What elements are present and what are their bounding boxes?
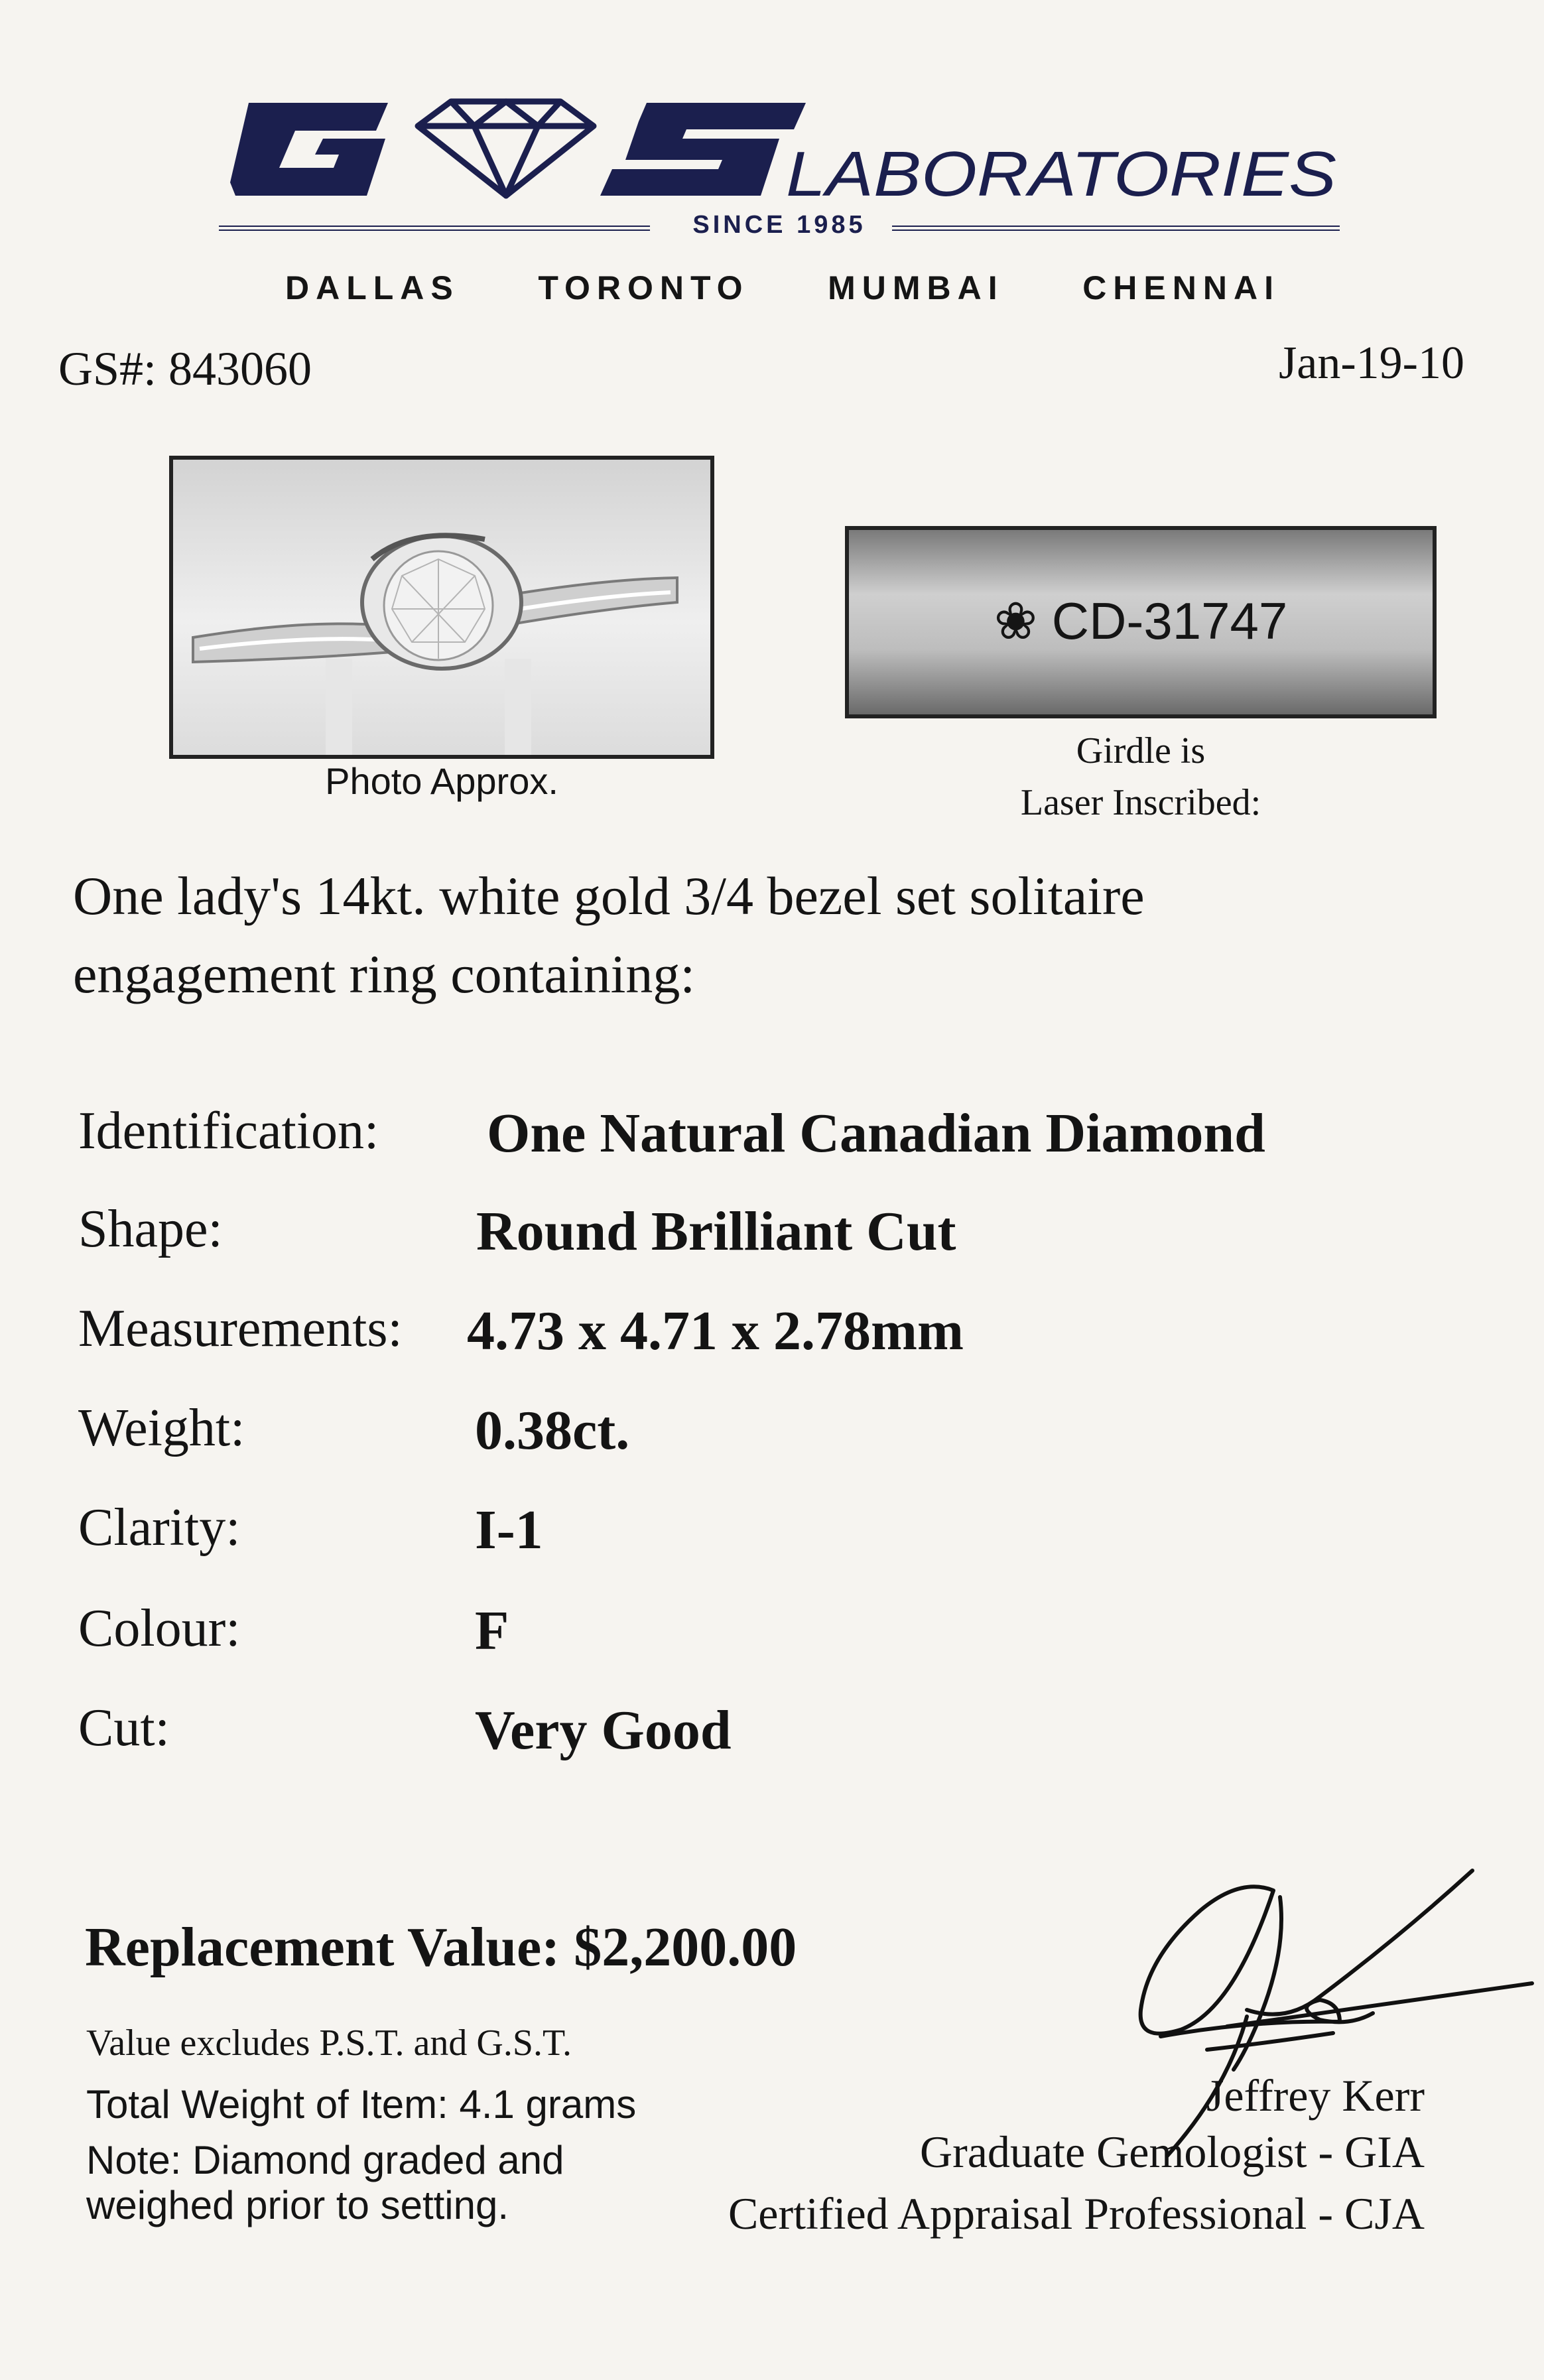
detail-value: I-1 [475, 1499, 543, 1561]
detail-row-clarity [78, 1498, 1504, 1577]
photo-caption: Photo Approx. [325, 760, 558, 802]
inscription-line [849, 591, 1433, 651]
detail-row-cut [78, 1698, 1504, 1778]
girdle-caption [845, 725, 1437, 828]
detail-row-shape [78, 1199, 1504, 1279]
girdle-caption-line1: Girdle is [1076, 730, 1206, 771]
total-weight: Total Weight of Item: 4.1 grams [86, 2082, 637, 2127]
detail-label: Colour: [78, 1599, 241, 1658]
ring-photo [169, 456, 714, 759]
gs-laboratories-logo [222, 90, 1336, 209]
detail-row-colour [78, 1599, 1504, 1678]
girdle-caption-line2: Laser Inscribed: [1020, 782, 1261, 823]
maple-leaf-icon: ❀ [994, 592, 1038, 650]
since-label: SINCE 1985 [692, 211, 866, 239]
detail-row-weight [78, 1398, 1504, 1478]
detail-row-measurements [78, 1299, 1504, 1378]
detail-label: Clarity: [78, 1498, 241, 1557]
description-line1: One lady's 14kt. white gold 3/4 bezel set solitaire [73, 866, 1145, 926]
diamond-icon [418, 101, 594, 196]
detail-value: Round Brilliant Cut [476, 1201, 956, 1262]
city-dallas: DALLAS [285, 269, 460, 306]
inscription-code: CD-31747 [1051, 592, 1288, 650]
item-description [73, 857, 1499, 1014]
laser-inscription-image [845, 526, 1437, 718]
city-chennai: CHENNAI [1082, 269, 1280, 306]
detail-value: Very Good [475, 1699, 732, 1761]
description-line2: engagement ring containing: [73, 944, 696, 1004]
tax-note: Value excludes P.S.T. and G.S.T. [86, 2022, 572, 2064]
detail-label: Weight: [78, 1399, 245, 1457]
detail-label: Measurements: [78, 1299, 403, 1358]
since-divider [219, 211, 1340, 244]
detail-label: Cut: [78, 1699, 170, 1757]
city-toronto: TORONTO [538, 269, 749, 306]
signatory-title-gia: Graduate Gemologist - GIA [919, 2127, 1425, 2177]
replacement-value: Replacement Value: $2,200.00 [85, 1916, 797, 1978]
signatory-title-cja: Certified Appraisal Professional - CJA [728, 2188, 1425, 2239]
detail-value: One Natural Canadian Diamond [487, 1102, 1265, 1164]
detail-value: 0.38ct. [475, 1400, 630, 1461]
detail-value: F [475, 1600, 509, 1662]
city-mumbai: MUMBAI [828, 269, 1004, 306]
grading-note-line1: Note: Diamond graded and [86, 2138, 564, 2182]
certificate-date: Jan-19-10 [1279, 338, 1464, 389]
detail-value: 4.73 x 4.71 x 2.78mm [467, 1300, 964, 1362]
signatory-name: Jeffrey Kerr [1206, 2070, 1425, 2121]
detail-row-identification [78, 1101, 1504, 1181]
detail-label: Identification: [78, 1102, 379, 1160]
lab-name: LABORATORIES [786, 139, 1336, 209]
detail-label: Shape: [78, 1200, 223, 1258]
certificate-number: GS#: 843060 [58, 342, 312, 395]
city-list [285, 269, 1280, 308]
grading-note-line2: weighed prior to setting. [86, 2183, 509, 2227]
handwritten-signature [1121, 1851, 1544, 2222]
